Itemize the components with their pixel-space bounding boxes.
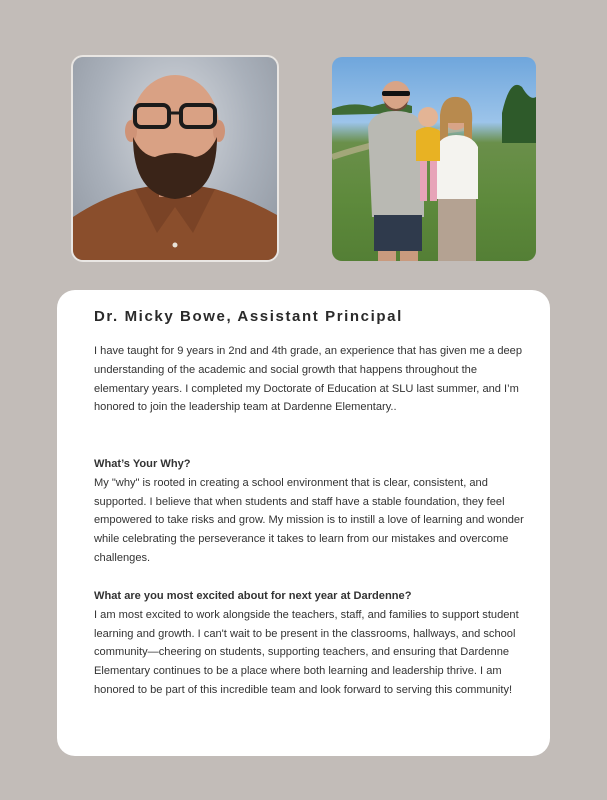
page-title: Dr. Micky Bowe, Assistant Principal: [94, 308, 403, 325]
family-illustration: [332, 57, 536, 261]
why-text: My "why" is rooted in creating a school environment that is clear, consistent, and supported. I believe that when students and staff have a stable foundation, they feel empowered to take risks and grow. My mission is to instill a love of learning and wonder while celebrating the perseverance it takes to learn from our mistakes and overcome challenges.: [94, 476, 524, 564]
why-heading: What’s Your Why?: [94, 458, 191, 470]
intro-paragraph: I have taught for 9 years in 2nd and 4th grade, an experience that has given me a deep understanding of the academic and social growth that happens throughout the elementary years. I completed my Doctorate of Education at SLU last summer, and I’m honored to join the leadership team at Dardenne Elementary..: [94, 345, 523, 414]
why-section: [94, 455, 524, 568]
excited-heading: What are you most excited about for next year at Dardenne?: [94, 590, 412, 602]
family-photo: [332, 57, 536, 261]
profile-card: [57, 290, 550, 756]
portrait-photo: [73, 57, 277, 260]
excited-section: [94, 587, 524, 700]
excited-text: I am most excited to work alongside the teachers, staff, and families to support student learning and growth. I can't wait to be present in the classrooms, hallways, and school community—cheering on students, supporting teachers, and ensuring that Dardenne Elementary continues to be a place where both learning and leadership thrive. I am honored to be part of this incredible team and look forward to serving this community!: [94, 608, 519, 696]
portrait-illustration: [73, 57, 277, 260]
